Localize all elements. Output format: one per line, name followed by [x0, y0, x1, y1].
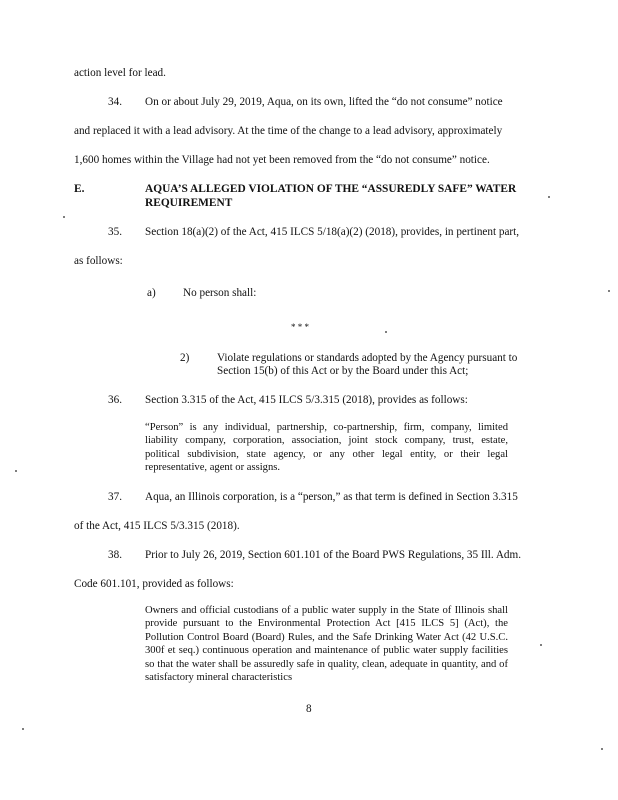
paragraph-34-line-1: On or about July 29, 2019, Aqua, on its own, lifted the “do not consume” notice [145, 96, 503, 108]
text-line: action level for lead. [74, 67, 166, 79]
paragraph-number: 35. [108, 226, 122, 238]
person-definition-quote: “Person” is any individual, partnership, co-partnership, firm, company, limited liability company, corporation, association, joint stock company, trust, estate, political subdivision, state agency, or any other legal entity, or their legal representative, agent or assigns. [145, 422, 508, 474]
paragraph-number: 34. [108, 96, 122, 108]
subsection-text: No person shall: [183, 287, 257, 299]
paragraph-34-line-2: and replaced it with a lead advisory. At the time of the change to a lead advisory, approximately [74, 125, 503, 137]
paragraph-38-line-2: Code 601.101, provided as follows: [74, 578, 234, 590]
paragraph-number: 38. [108, 549, 122, 561]
subsection-label: a) [147, 287, 156, 299]
section-letter: E. [74, 183, 85, 195]
page-number: 8 [306, 703, 312, 715]
item-2-line-2: Section 15(b) of this Act or by the Board under this Act; [217, 365, 469, 377]
scan-speck [608, 290, 610, 292]
ellipsis-stars: * * * [291, 322, 309, 332]
scan-speck [63, 216, 65, 218]
paragraph-36-line: Section 3.315 of the Act, 415 ILCS 5/3.315 (2018), provides as follows: [145, 394, 468, 406]
paragraph-37-line-2: of the Act, 415 ILCS 5/3.315 (2018). [74, 520, 240, 532]
section-heading-line-2: REQUIREMENT [145, 197, 233, 209]
paragraph-number: 36. [108, 394, 122, 406]
scan-speck [15, 470, 17, 472]
section-601-101-quote: Owners and official custodians of a public water supply in the State of Illinois shall provide pursuant to the Environmental Protection Act [415 ILCS 5] (Act), the Pollution Control Board (Board) Rules, and the Safe Drinking Water Act (42 U.S.C. 300f et seq.) continuous operation and maintenance of public water supply facilities so that the water shall be assuredly safe in quality, clean, adequate in quantity, and of satisfactory mineral characteristics [145, 605, 508, 684]
scan-speck [385, 331, 387, 333]
scan-speck [548, 196, 550, 198]
scan-speck [540, 644, 542, 646]
paragraph-34-line-3: 1,600 homes within the Village had not yet been removed from the “do not consume” notice. [74, 154, 490, 166]
section-heading-line-1: AQUA’S ALLEGED VIOLATION OF THE “ASSUREDLY SAFE” WATER [145, 183, 517, 195]
paragraph-35-line-1: Section 18(a)(2) of the Act, 415 ILCS 5/18(a)(2) (2018), provides, in pertinent part, [145, 226, 520, 238]
paragraph-38-line-1: Prior to July 26, 2019, Section 601.101 of the Board PWS Regulations, 35 Ill. Adm. [145, 549, 522, 561]
scan-speck [22, 728, 24, 730]
scan-speck [601, 748, 603, 750]
paragraph-37-line-1: Aqua, an Illinois corporation, is a “person,” as that term is defined in Section 3.315 [145, 491, 518, 503]
paragraph-35-line-2: as follows: [74, 255, 123, 267]
item-2-line-1: Violate regulations or standards adopted by the Agency pursuant to [217, 352, 518, 364]
paragraph-number: 37. [108, 491, 122, 503]
item-number: 2) [180, 352, 190, 364]
